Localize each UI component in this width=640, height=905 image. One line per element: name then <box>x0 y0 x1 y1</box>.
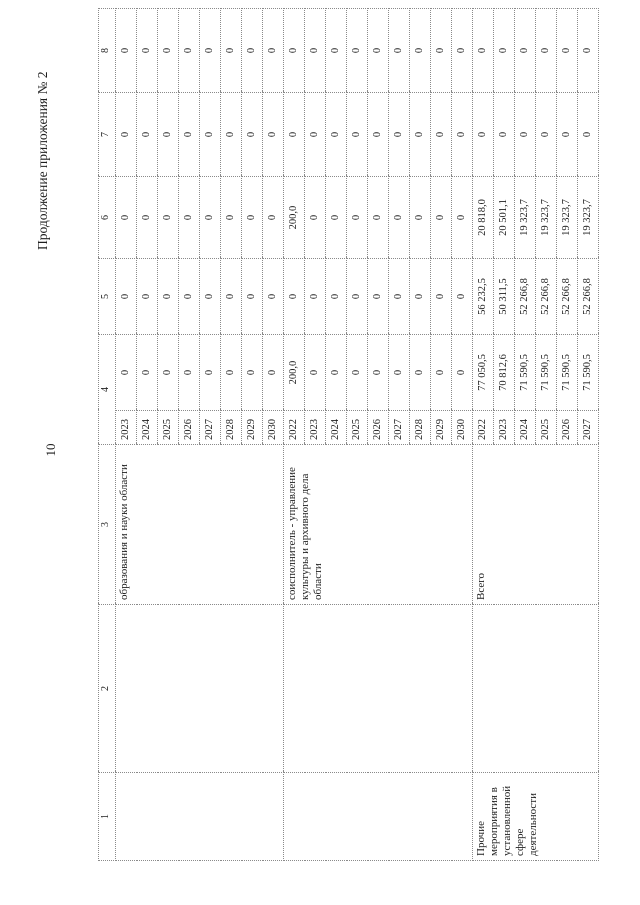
cell-c4: 0 <box>158 335 179 411</box>
cell-c5: 0 <box>263 259 284 335</box>
cell-year: 2028 <box>410 411 431 445</box>
cell-year: 2030 <box>452 411 473 445</box>
cell-c4: 0 <box>200 335 221 411</box>
column-header: 3 <box>99 445 116 605</box>
cell-c4: 71 590,5 <box>536 335 557 411</box>
cell-c6: 19 323,7 <box>536 177 557 259</box>
cell-c5: 0 <box>284 259 305 335</box>
table-row <box>116 9 137 861</box>
cell-c4: 0 <box>326 335 347 411</box>
cell-year: 2027 <box>200 411 221 445</box>
cell-c4: 0 <box>242 335 263 411</box>
cell-c4: 0 <box>368 335 389 411</box>
cell-c6: 0 <box>452 177 473 259</box>
cell-c8: 0 <box>452 9 473 93</box>
cell-c5: 0 <box>452 259 473 335</box>
cell-c7: 0 <box>284 93 305 177</box>
cell-year: 2023 <box>305 411 326 445</box>
cell-c4: 77 050,5 <box>473 335 494 411</box>
cell-c4: 70 812,6 <box>494 335 515 411</box>
cell-c7: 0 <box>221 93 242 177</box>
cell-c5: 0 <box>116 259 137 335</box>
cell-c6: 0 <box>200 177 221 259</box>
cell-c4: 0 <box>116 335 137 411</box>
cell-c5: 52 266,8 <box>536 259 557 335</box>
cell-c6: 0 <box>368 177 389 259</box>
column-header: 4 <box>99 335 116 445</box>
cell-c7: 0 <box>326 93 347 177</box>
cell-c5: 0 <box>242 259 263 335</box>
cell-c4: 71 590,5 <box>578 335 599 411</box>
appendix-note: Продолжение приложения № 2 <box>35 71 50 250</box>
cell-col2 <box>284 605 473 773</box>
cell-c5: 0 <box>326 259 347 335</box>
cell-c6: 0 <box>179 177 200 259</box>
cell-c7: 0 <box>200 93 221 177</box>
cell-c6: 0 <box>326 177 347 259</box>
cell-c4: 0 <box>410 335 431 411</box>
cell-c7: 0 <box>515 93 536 177</box>
cell-c5: 50 311,5 <box>494 259 515 335</box>
cell-c8: 0 <box>263 9 284 93</box>
cell-c8: 0 <box>326 9 347 93</box>
cell-c6: 20 501,1 <box>494 177 515 259</box>
cell-c6: 0 <box>431 177 452 259</box>
cell-c8: 0 <box>242 9 263 93</box>
cell-year: 2027 <box>389 411 410 445</box>
cell-c5: 0 <box>158 259 179 335</box>
cell-c7: 0 <box>452 93 473 177</box>
cell-year: 2024 <box>515 411 536 445</box>
cell-c5: 0 <box>137 259 158 335</box>
cell-c6: 0 <box>158 177 179 259</box>
cell-c4: 0 <box>452 335 473 411</box>
cell-year: 2022 <box>473 411 494 445</box>
cell-c4: 0 <box>389 335 410 411</box>
cell-c7: 0 <box>389 93 410 177</box>
cell-c7: 0 <box>536 93 557 177</box>
cell-year: 2025 <box>536 411 557 445</box>
table-row <box>284 9 305 861</box>
cell-c7: 0 <box>263 93 284 177</box>
cell-year: 2023 <box>494 411 515 445</box>
column-header: 2 <box>99 605 116 773</box>
cell-year: 2022 <box>284 411 305 445</box>
cell-c4: 0 <box>431 335 452 411</box>
cell-year: 2029 <box>431 411 452 445</box>
cell-c8: 0 <box>221 9 242 93</box>
column-header: 1 <box>99 773 116 861</box>
cell-c7: 0 <box>242 93 263 177</box>
cell-col1 <box>116 773 284 861</box>
cell-c4: 0 <box>137 335 158 411</box>
cell-c5: 0 <box>221 259 242 335</box>
cell-c5: 52 266,8 <box>557 259 578 335</box>
cell-c5: 0 <box>431 259 452 335</box>
cell-c4: 0 <box>221 335 242 411</box>
column-header: 7 <box>99 93 116 177</box>
cell-year: 2023 <box>116 411 137 445</box>
cell-c6: 19 323,7 <box>557 177 578 259</box>
cell-c5: 0 <box>179 259 200 335</box>
column-header: 5 <box>99 259 116 335</box>
cell-c8: 0 <box>179 9 200 93</box>
cell-c7: 0 <box>431 93 452 177</box>
cell-col2 <box>116 605 284 773</box>
cell-c6: 0 <box>389 177 410 259</box>
cell-c6: 0 <box>221 177 242 259</box>
budget-table <box>98 8 599 861</box>
cell-c7: 0 <box>158 93 179 177</box>
cell-c8: 0 <box>515 9 536 93</box>
cell-c4: 0 <box>263 335 284 411</box>
cell-year: 2026 <box>368 411 389 445</box>
cell-c8: 0 <box>284 9 305 93</box>
cell-c4: 0 <box>305 335 326 411</box>
cell-year: 2029 <box>242 411 263 445</box>
cell-c8: 0 <box>578 9 599 93</box>
page-number: 10 <box>43 443 58 457</box>
cell-c8: 0 <box>200 9 221 93</box>
cell-c6: 0 <box>347 177 368 259</box>
cell-c8: 0 <box>137 9 158 93</box>
cell-c8: 0 <box>305 9 326 93</box>
cell-c6: 19 323,7 <box>578 177 599 259</box>
cell-c6: 0 <box>116 177 137 259</box>
cell-year: 2025 <box>347 411 368 445</box>
cell-c5: 0 <box>368 259 389 335</box>
cell-c7: 0 <box>347 93 368 177</box>
cell-col3: Всего <box>473 445 599 605</box>
cell-c6: 200,0 <box>284 177 305 259</box>
cell-c6: 0 <box>137 177 158 259</box>
cell-c7: 0 <box>557 93 578 177</box>
cell-c8: 0 <box>389 9 410 93</box>
cell-col1 <box>284 773 473 861</box>
cell-c6: 0 <box>263 177 284 259</box>
cell-c8: 0 <box>158 9 179 93</box>
cell-c5: 0 <box>410 259 431 335</box>
cell-c7: 0 <box>494 93 515 177</box>
cell-c8: 0 <box>410 9 431 93</box>
cell-c8: 0 <box>557 9 578 93</box>
cell-c4: 200,0 <box>284 335 305 411</box>
cell-c4: 71 590,5 <box>515 335 536 411</box>
cell-year: 2026 <box>179 411 200 445</box>
column-header: 8 <box>99 9 116 93</box>
cell-c8: 0 <box>431 9 452 93</box>
cell-year: 2028 <box>221 411 242 445</box>
table-row <box>473 9 494 861</box>
cell-c8: 0 <box>116 9 137 93</box>
cell-c7: 0 <box>179 93 200 177</box>
cell-year: 2024 <box>326 411 347 445</box>
cell-c7: 0 <box>473 93 494 177</box>
cell-c5: 0 <box>389 259 410 335</box>
cell-c4: 0 <box>179 335 200 411</box>
cell-c5: 0 <box>200 259 221 335</box>
cell-c6: 0 <box>410 177 431 259</box>
cell-c8: 0 <box>536 9 557 93</box>
cell-year: 2026 <box>557 411 578 445</box>
cell-year: 2025 <box>158 411 179 445</box>
cell-c8: 0 <box>494 9 515 93</box>
cell-c7: 0 <box>410 93 431 177</box>
cell-c5: 0 <box>347 259 368 335</box>
cell-c5: 56 232,5 <box>473 259 494 335</box>
cell-c6: 20 818,0 <box>473 177 494 259</box>
cell-c5: 52 266,8 <box>578 259 599 335</box>
cell-c7: 0 <box>137 93 158 177</box>
cell-col3: образования и науки области <box>116 445 284 605</box>
cell-col1: Прочие мероприятия в установленной сфере деятельности <box>473 773 599 861</box>
cell-c7: 0 <box>305 93 326 177</box>
table-header-row <box>99 9 116 861</box>
cell-c7: 0 <box>368 93 389 177</box>
cell-c4: 71 590,5 <box>557 335 578 411</box>
cell-col2 <box>473 605 599 773</box>
cell-c7: 0 <box>116 93 137 177</box>
cell-c7: 0 <box>578 93 599 177</box>
cell-year: 2027 <box>578 411 599 445</box>
cell-c5: 52 266,8 <box>515 259 536 335</box>
cell-col3: соисполнитель - управление культуры и архивного дела области <box>284 445 473 605</box>
cell-year: 2030 <box>263 411 284 445</box>
cell-c8: 0 <box>473 9 494 93</box>
cell-c6: 0 <box>305 177 326 259</box>
cell-c4: 0 <box>347 335 368 411</box>
cell-c6: 0 <box>242 177 263 259</box>
cell-year: 2024 <box>137 411 158 445</box>
cell-c5: 0 <box>305 259 326 335</box>
column-header: 6 <box>99 177 116 259</box>
cell-c6: 19 323,7 <box>515 177 536 259</box>
cell-c8: 0 <box>368 9 389 93</box>
cell-c8: 0 <box>347 9 368 93</box>
